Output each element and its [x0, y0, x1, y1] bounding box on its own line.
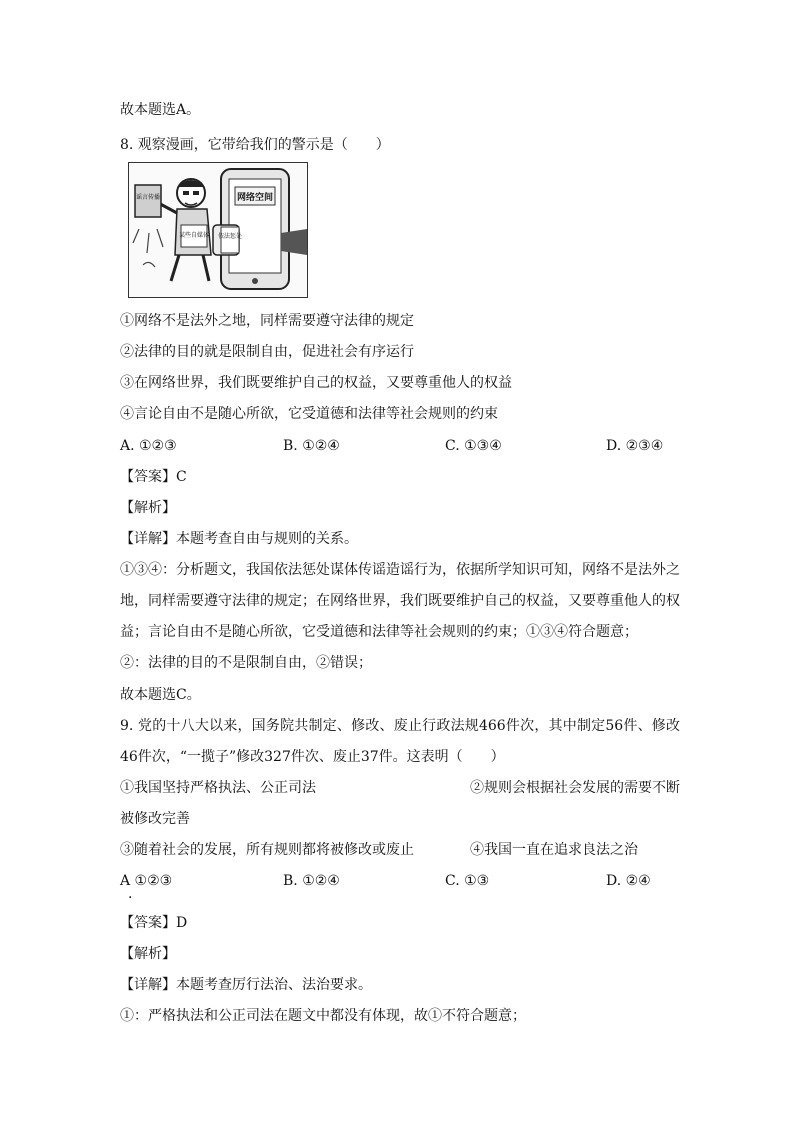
q9-explanation-1: ①：严格执法和公正司法在题文中都没有体现，故①不符合题意；: [120, 1008, 526, 1024]
q9-statement-4: ④我国一直在追求良法之治: [470, 842, 638, 858]
q9-analysis-heading: 【解析】: [120, 946, 176, 962]
q9-statement-2: ②规则会根据社会发展的需要不断被修改完善: [120, 780, 680, 827]
q8-analysis-heading: 【解析】: [120, 500, 176, 516]
q8-detail: 【详解】本题考查自由与规则的关系。: [120, 531, 358, 547]
q8-option-a: A. ①②③: [120, 438, 177, 454]
q9-option-a: A ①②③: [120, 873, 173, 889]
q8-option-c: C. ①③④: [445, 438, 502, 454]
question-8-cartoon: [128, 162, 308, 298]
question-9-stem: 9. 党的十八大以来，国务院共制定、修改、废止行政法规466件次，其中制定56件、修改46件次，“一揽子”修改327件次、废止37件。这表明（ ）: [120, 718, 680, 765]
conclusion-line: 故本题选A。: [120, 102, 201, 118]
q9-statement-1: ①我国坚持严格执法、公正司法: [120, 780, 316, 796]
q8-explanation-2: ②：法律的目的不是限制自由，②错误；: [120, 655, 372, 671]
q9-statement-3: ③随着社会的发展，所有规则都将被修改或废止: [120, 842, 414, 858]
q8-option-d: D. ②③④: [606, 438, 664, 454]
question-8-stem: 8. 观察漫画，它带给我们的警示是（ ）: [120, 137, 390, 153]
q9-option-b: B. ①②④: [283, 873, 340, 889]
q8-statement-2: ②法律的目的就是限制自由，促进社会有序运行: [120, 344, 414, 360]
q9-option-c: C. ①③: [445, 873, 490, 889]
sign-label: 谣言传播: [135, 194, 161, 201]
q8-answer: 【答案】C: [120, 469, 187, 485]
body-badge-label: 某些自媒体: [178, 232, 210, 239]
phone-label: 网络空间: [236, 193, 274, 203]
option-dot: ·: [128, 890, 133, 906]
q8-option-b: B. ①②④: [283, 438, 340, 454]
q8-explanation-1: ①③④：分析题文，我国依法惩处谋体传谣造谣行为，依据所学知识可知，网络不是法外之地，同样需要遵守法律的规定；在网络世界，我们既要维护自己的权益，又要尊重他人的权益；言论自由不是随心所欲，它受道德和法律等社会规则的约束；①③④符合题意；: [120, 562, 680, 640]
fist-badge-label: 依法惩处: [217, 233, 243, 240]
q8-conclusion: 故本题选C。: [120, 687, 201, 703]
q9-answer: 【答案】D: [120, 915, 188, 931]
q9-option-d: D. ②④: [606, 873, 651, 889]
q9-detail: 【详解】本题考查厉行法治、法治要求。: [120, 977, 372, 993]
q8-statement-3: ③在网络世界，我们既要维护自己的权益，又要尊重他人的权益: [120, 375, 512, 391]
q8-statement-1: ①网络不是法外之地，同样需要遵守法律的规定: [120, 313, 414, 329]
q8-statement-4: ④言论自由不是随心所欲，它受道德和法律等社会规则的约束: [120, 406, 498, 422]
